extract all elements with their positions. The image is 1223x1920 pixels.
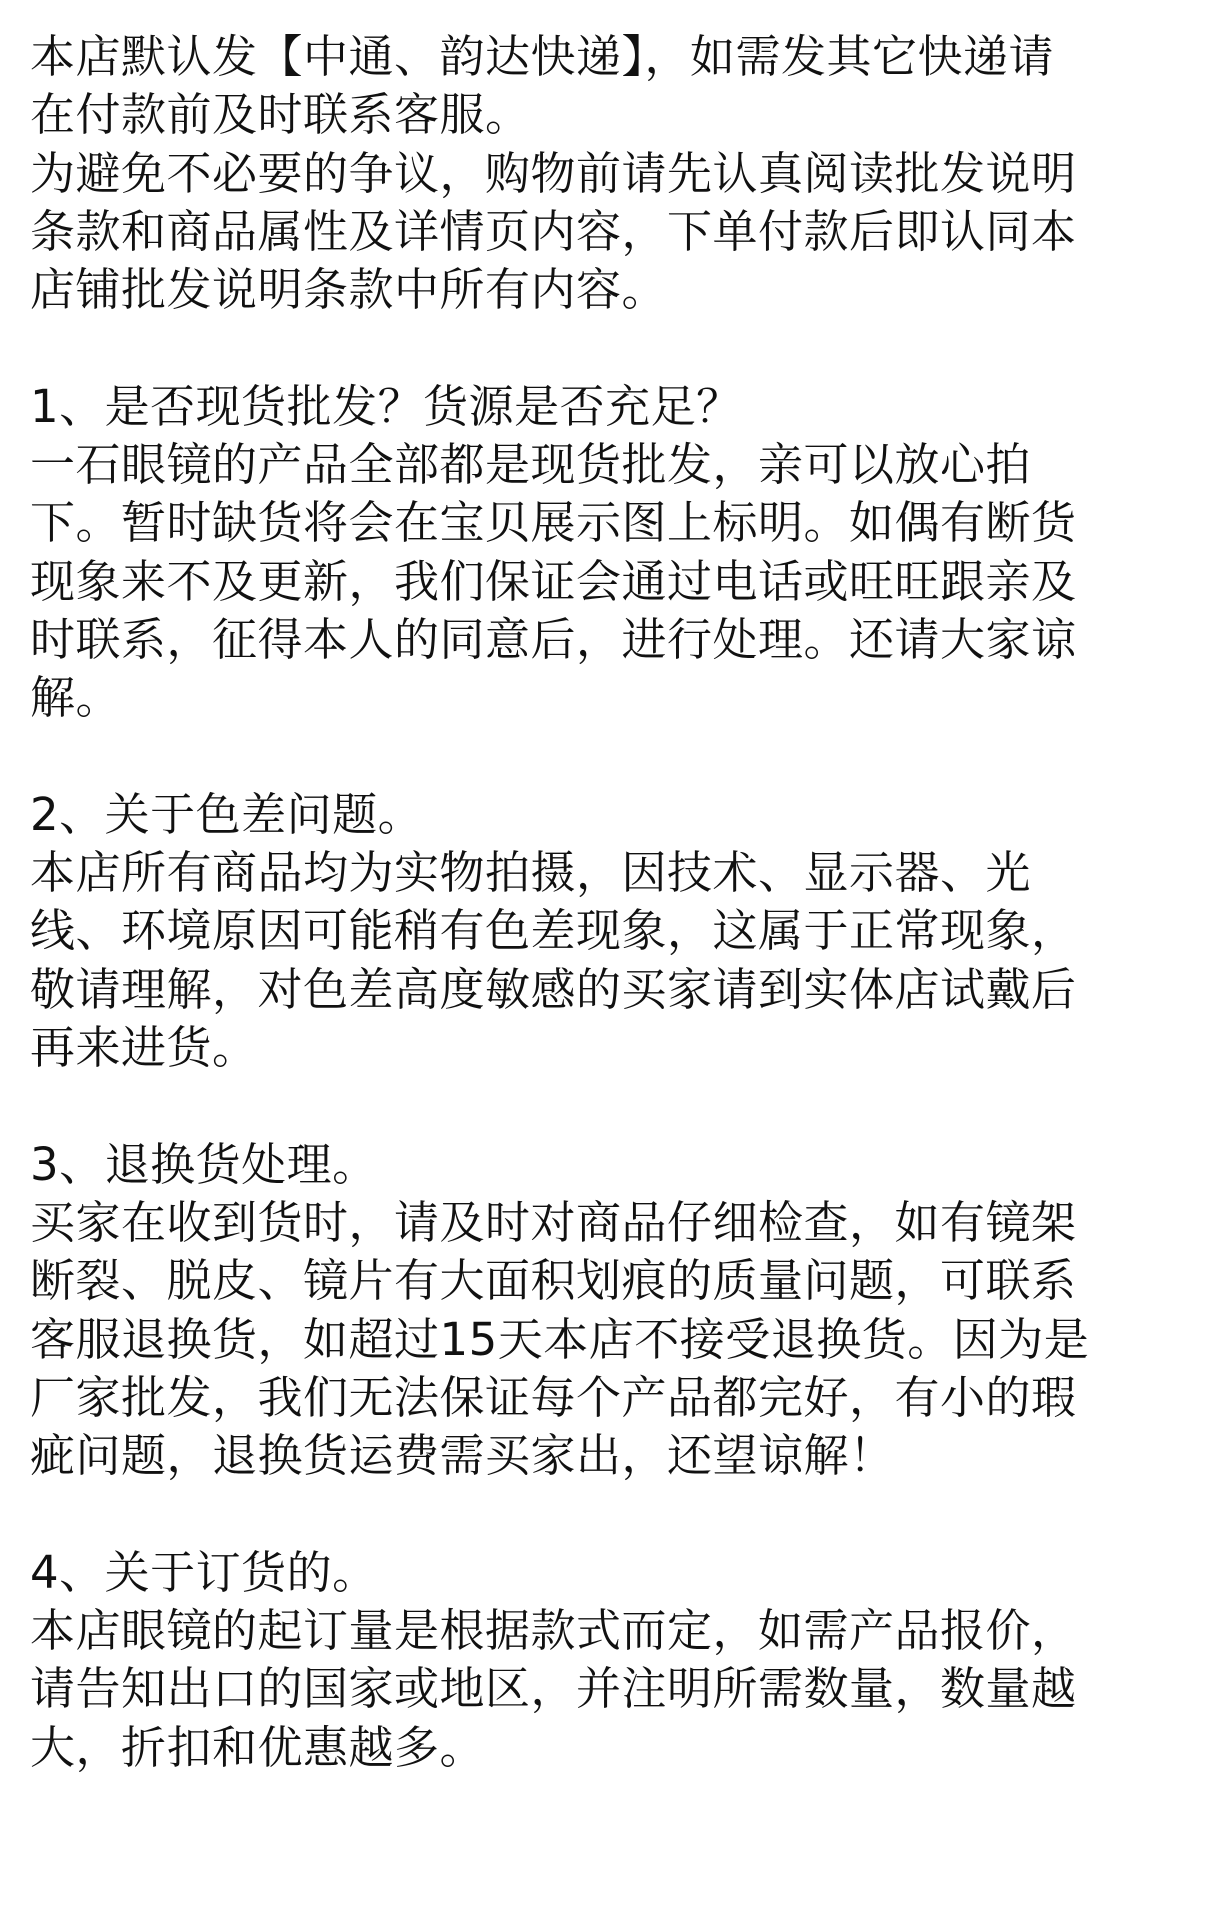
- section-heading: 2、关于色差问题。: [30, 787, 424, 841]
- section-line: 线、环境原因可能稍有色差现象，这属于正常现象，: [30, 904, 1077, 958]
- section-line: 大，折扣和优惠越多。: [30, 1720, 486, 1774]
- section-stock: [30, 378, 1200, 728]
- section-line: 本店眼镜的起订量是根据款式而定，如需产品报价，: [30, 1604, 1077, 1658]
- intro-block: [30, 28, 1200, 319]
- section-returns: [30, 1136, 1200, 1486]
- intro-line: 为避免不必要的争议，购物前请先认真阅读批发说明: [30, 146, 1077, 200]
- section-line: 请告知出口的国家或地区，并注明所需数量，数量越: [30, 1662, 1077, 1716]
- section-line: 厂家批发，我们无法保证每个产品都完好，有小的瑕: [30, 1370, 1077, 1424]
- section-line: 疵问题，退换货运费需买家出，还望谅解！: [30, 1429, 895, 1483]
- policy-document: [30, 28, 1200, 1777]
- section-heading: 1、是否现货批发？货源是否充足？: [30, 379, 742, 433]
- intro-line: 本店默认发【中通、韵达快递】，如需发其它快递请: [30, 30, 1055, 83]
- section-color-difference: [30, 786, 1200, 1077]
- section-line: 敬请理解，对色差高度敏感的买家请到实体店试戴后: [30, 962, 1077, 1016]
- section-line: 时联系，征得本人的同意后，进行处理。还请大家谅: [30, 612, 1077, 666]
- paragraph-gap: [30, 728, 1200, 786]
- section-line: 本店所有商品均为实物拍摄，因技术、显示器、光: [30, 846, 1032, 900]
- section-ordering: [30, 1544, 1200, 1777]
- intro-line: 在付款前及时联系客服。: [30, 88, 531, 142]
- section-line: 一石眼镜的产品全部都是现货批发，亲可以放心拍: [30, 438, 1032, 492]
- intro-line: 条款和商品属性及详情页内容，下单付款后即认同本: [30, 204, 1077, 258]
- section-heading: 4、关于订货的。: [30, 1545, 378, 1599]
- paragraph-gap: [30, 319, 1200, 377]
- section-line: 客服退换货，如超过15天本店不接受退换货。因为是: [30, 1312, 1090, 1366]
- section-line: 断裂、脱皮、镜片有大面积划痕的质量问题，可联系: [30, 1254, 1077, 1308]
- section-line: 解。: [30, 671, 122, 725]
- section-line: 现象来不及更新，我们保证会通过电话或旺旺跟亲及: [30, 554, 1077, 608]
- section-line: 下。暂时缺货将会在宝贝展示图上标明。如偶有断货: [30, 496, 1077, 550]
- intro-line: 店铺批发说明条款中所有内容。: [30, 263, 668, 317]
- paragraph-gap: [30, 1077, 1200, 1135]
- paragraph-gap: [30, 1485, 1200, 1543]
- section-heading: 3、退换货处理。: [30, 1137, 378, 1191]
- section-line: 买家在收到货时，请及时对商品仔细检查，如有镜架: [30, 1195, 1077, 1249]
- section-line: 再来进货。: [30, 1021, 258, 1075]
